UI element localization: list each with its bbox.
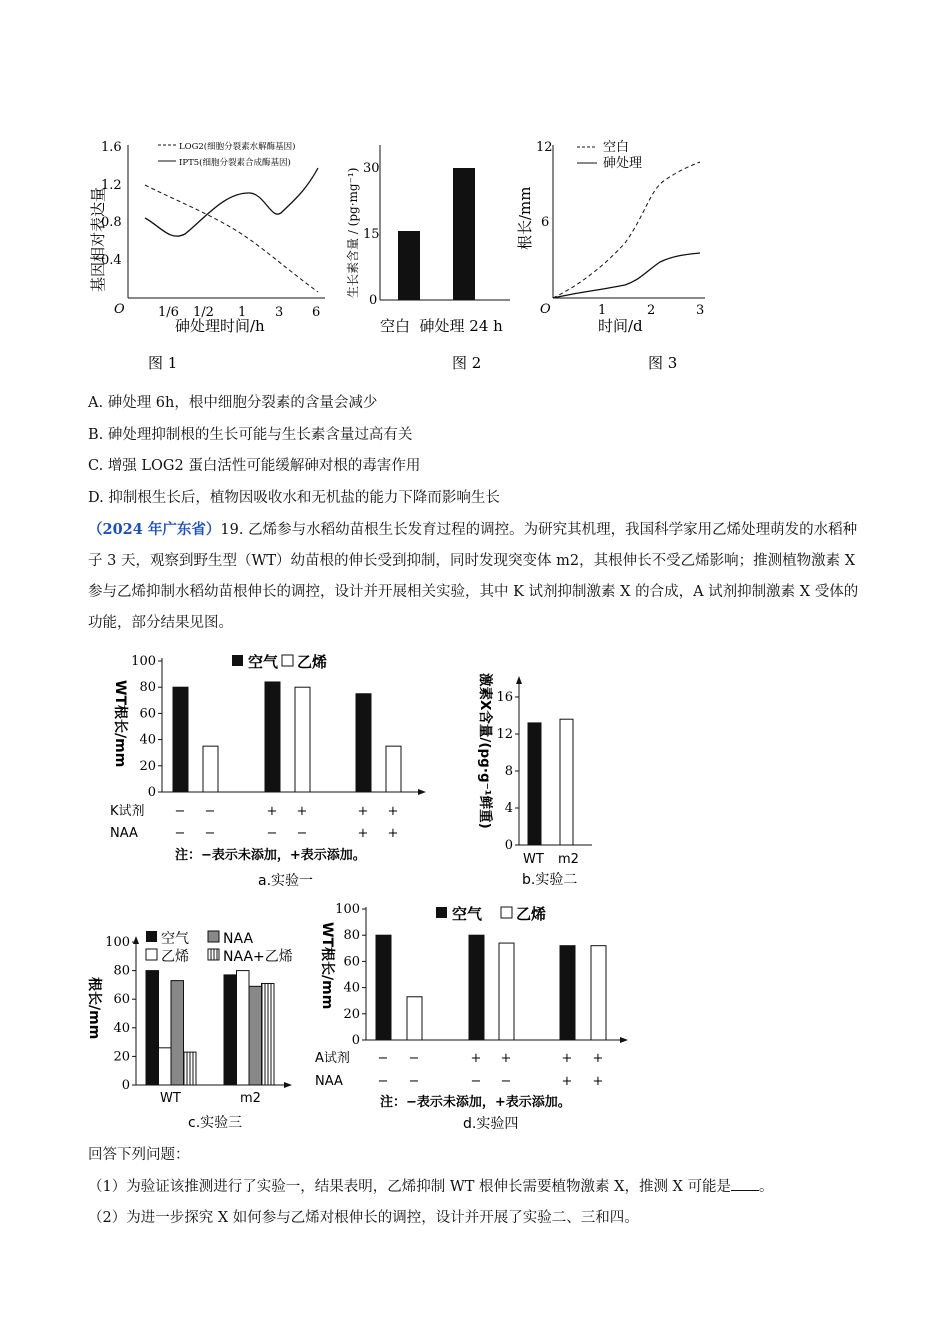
exp4-row-a: A试剂 <box>315 1051 350 1066</box>
exp2-ytick: 8 <box>504 764 513 779</box>
exp1-sign: + <box>387 804 399 819</box>
exp3-ylabel: 根长/mm <box>86 977 102 1040</box>
exp3-ytick: 0 <box>121 1078 130 1093</box>
fig3-legend-arsenic: 砷处理 <box>603 156 643 171</box>
exp4-sign: − <box>470 1074 482 1089</box>
exp1-ytick: 0 <box>147 785 156 800</box>
exp2-ytick: 0 <box>504 838 513 853</box>
exp4-ytick: 40 <box>343 980 360 996</box>
fig1-legend-log2: LOG2(细胞分裂素水解酶基因) <box>179 142 296 152</box>
exp4-bar <box>499 943 514 1040</box>
fig2-xlabel: 空白 砷处理 24 h <box>380 317 503 335</box>
exp1-bar <box>356 694 371 792</box>
exp2-ylabel: 激素X含量/(pg·g⁻¹鲜重) <box>477 673 493 829</box>
exp3-bar <box>171 981 184 1085</box>
exp1-sign: + <box>357 804 369 819</box>
exp2-ytick: 16 <box>496 690 513 705</box>
fig1-xtick: 1/6 <box>158 305 179 320</box>
fig3-xtick: 2 <box>647 303 656 318</box>
exp1-sign: − <box>204 804 216 819</box>
exp3-bar <box>159 1048 172 1085</box>
exp4-ytick: 0 <box>351 1033 360 1048</box>
exp1-bar <box>295 687 310 792</box>
exp1-sign: − <box>204 826 216 841</box>
exp3-bar <box>146 971 159 1085</box>
exp3-bar <box>237 971 250 1085</box>
exp2-xtick-wt: WT <box>523 852 544 867</box>
exp1-sign: + <box>357 826 369 841</box>
exp4-sign: − <box>408 1051 420 1066</box>
exp1-legend-ethylene: 乙烯 <box>297 653 328 671</box>
exp4-ytick: 60 <box>343 954 360 970</box>
fig2-ylabel: 生长素含量 / (pg·mg⁻¹) <box>346 167 360 298</box>
exp3-bar <box>224 975 237 1085</box>
fig1-xtick: 1/2 <box>193 305 214 320</box>
exp4-sign: + <box>592 1074 604 1089</box>
exp3-legend-naa-ethylene: NAA+乙烯 <box>223 949 293 965</box>
exp1-bar <box>386 746 401 792</box>
exp3-xtick-wt: WT <box>160 1091 181 1106</box>
exp3-bar <box>262 983 275 1085</box>
exp3-legend-air: 空气 <box>161 931 189 947</box>
exp1-sign: + <box>266 804 278 819</box>
exp2-ytick: 4 <box>504 801 513 816</box>
exp1-ylabel: WT根长/mm <box>112 680 128 768</box>
fig1-origin: O <box>114 302 125 317</box>
exp1-sign: + <box>387 826 399 841</box>
exp2-title: b.实验二 <box>522 872 578 888</box>
exp2-bar <box>560 719 573 845</box>
exp4-ytick: 20 <box>343 1006 360 1022</box>
exp4-bar <box>591 946 606 1040</box>
fig1-xtick: 1 <box>238 305 247 320</box>
fig1-caption: 图 1 <box>148 354 178 372</box>
exp4-sign: − <box>377 1074 389 1089</box>
fig1-xlabel: 砷处理时间/h <box>175 317 265 335</box>
exp3-title: c.实验三 <box>188 1115 243 1131</box>
exp3-ytick: 60 <box>113 992 130 1008</box>
fig2-ytick: 15 <box>363 227 380 242</box>
fig3-legend-blank: 空白 <box>603 140 630 155</box>
exp4-bar <box>560 946 575 1040</box>
fig3-xlabel: 时间/d <box>598 317 643 335</box>
exp3-legend-naa: NAA <box>223 931 254 947</box>
exp1-bar <box>173 687 188 792</box>
fig1-ylabel: 基因相对表达量 <box>89 186 107 292</box>
exp4-legend-ethylene: 乙烯 <box>516 905 547 923</box>
exp4-bar <box>469 935 484 1040</box>
chart-exp3 <box>86 930 293 1131</box>
subquestion-1-end: 。 <box>759 1179 774 1195</box>
exp1-ytick: 20 <box>139 758 156 774</box>
exp3-ytick: 80 <box>113 963 130 979</box>
fig1-legend-ipt5: IPT5(细胞分裂素合成酶基因) <box>179 158 291 168</box>
exp4-row-naa: NAA <box>315 1074 343 1089</box>
chart-exp2 <box>477 673 592 888</box>
exp1-ytick: 100 <box>131 654 156 669</box>
question-text: 19. 乙烯参与水稻幼苗根生长发育过程的调控。为研究其机理，我国科学家用乙烯处理萌发的水稻种子 3 天，观察到野生型（WT）幼苗根的伸长受到抑制，同时发现突变体 m2，其根伸长不受乙烯影响；推测植物激素 X 参与乙烯抑制水稻幼苗根伸长的调控，设计并开展相关实验，其中 K 试剂抑制激素 X 的合成，A 试剂抑制激素 X 受体的功能，部分结果见图。 <box>88 522 859 631</box>
fig2-ytick: 0 <box>369 293 378 308</box>
fig2-caption: 图 2 <box>452 354 482 372</box>
fig3-caption: 图 3 <box>648 354 678 372</box>
exp4-sign: + <box>561 1074 573 1089</box>
exp1-sign: + <box>296 804 308 819</box>
question-source: （2024 年广东省） <box>88 521 221 538</box>
exp4-note: 注：−表示未添加，+表示添加。 <box>380 1095 571 1110</box>
fig3-ytick: 12 <box>536 140 553 155</box>
fig2-ytick: 30 <box>363 161 380 176</box>
fig3-ytick: 6 <box>541 215 550 230</box>
exp3-ytick: 20 <box>113 1049 130 1065</box>
option-a: A. 砷处理 6h，根中细胞分裂素的含量会减少 <box>88 395 378 411</box>
answer-intro: 回答下列问题： <box>88 1147 190 1163</box>
fig1-xtick: 6 <box>312 305 321 320</box>
exp4-sign: − <box>500 1074 512 1089</box>
fig1-ytick: 0.8 <box>101 215 122 230</box>
fig1-xtick: 3 <box>275 305 284 320</box>
exp4-sign: + <box>592 1051 604 1066</box>
fig3-xtick: 1 <box>598 303 607 318</box>
option-c: C. 增强 LOG2 蛋白活性可能缓解砷对根的毒害作用 <box>88 458 421 474</box>
fig1-ytick: 0.4 <box>101 253 122 268</box>
exp2-xtick-m2: m2 <box>558 852 579 867</box>
option-b: B. 砷处理抑制根的生长可能与生长素含量过高有关 <box>88 427 413 443</box>
exp1-sign: − <box>174 804 186 819</box>
exp2-ytick: 12 <box>496 727 513 742</box>
exp4-ytick: 80 <box>343 928 360 944</box>
option-d: D. 抑制根生长后，植物因吸收水和无机盐的能力下降而影响生长 <box>88 490 500 506</box>
exp3-xtick-m2: m2 <box>240 1091 261 1106</box>
exp3-legend-ethylene: 乙烯 <box>161 949 189 965</box>
exp1-sign: − <box>266 826 278 841</box>
subquestion-1 <box>88 1177 868 1197</box>
exp1-sign: − <box>174 826 186 841</box>
exp1-row-naa: NAA <box>110 826 138 841</box>
exp3-bar <box>184 1052 197 1085</box>
exp3-ytick: 100 <box>105 935 130 950</box>
exp4-sign: − <box>377 1051 389 1066</box>
exp4-bar <box>376 935 391 1040</box>
exp4-title: d.实验四 <box>463 1116 519 1132</box>
subquestion-1-text: （1）为验证该推测进行了实验一，结果表明，乙烯抑制 WT 根伸长需要植物激素 X，推测 X 可能是 <box>88 1179 731 1195</box>
fig3-ylabel: 根长/mm <box>516 186 534 250</box>
exp2-bar <box>528 723 541 845</box>
exp1-ytick: 80 <box>139 680 156 696</box>
exp1-ytick: 40 <box>139 732 156 748</box>
exp1-sign: − <box>296 826 308 841</box>
exp1-bar <box>265 682 280 792</box>
answer-blank[interactable] <box>731 1190 759 1191</box>
fig3-xtick: 3 <box>696 303 705 318</box>
exp4-ytick: 100 <box>335 902 360 917</box>
exp1-row-k: K试剂 <box>110 804 145 819</box>
exp4-bar <box>407 997 422 1040</box>
exp4-sign: + <box>561 1051 573 1066</box>
exp4-sign: + <box>500 1051 512 1066</box>
exp3-bar <box>249 986 262 1085</box>
exp1-note: 注：−表示未添加，+表示添加。 <box>175 848 366 863</box>
fig1-ytick: 1.6 <box>101 140 122 155</box>
exp4-ylabel: WT根长/mm <box>319 922 335 1010</box>
subquestion-2: （2）为进一步探究 X 如何参与乙烯对根伸长的调控，设计并开展了实验二、三和四。 <box>88 1210 639 1226</box>
fig1-ytick: 1.2 <box>101 178 122 193</box>
exp1-legend-air: 空气 <box>248 653 279 671</box>
exp1-ytick: 60 <box>139 706 156 722</box>
exp1-bar <box>203 746 218 792</box>
fig3-origin: O <box>540 302 551 317</box>
chart-exp1 <box>110 653 426 889</box>
exp3-ytick: 40 <box>113 1020 130 1036</box>
exp4-legend-air: 空气 <box>452 905 483 923</box>
exp4-sign: − <box>408 1074 420 1089</box>
exp4-sign: + <box>470 1051 482 1066</box>
exp1-title: a.实验一 <box>258 873 314 889</box>
chart-exp4 <box>315 902 628 1132</box>
